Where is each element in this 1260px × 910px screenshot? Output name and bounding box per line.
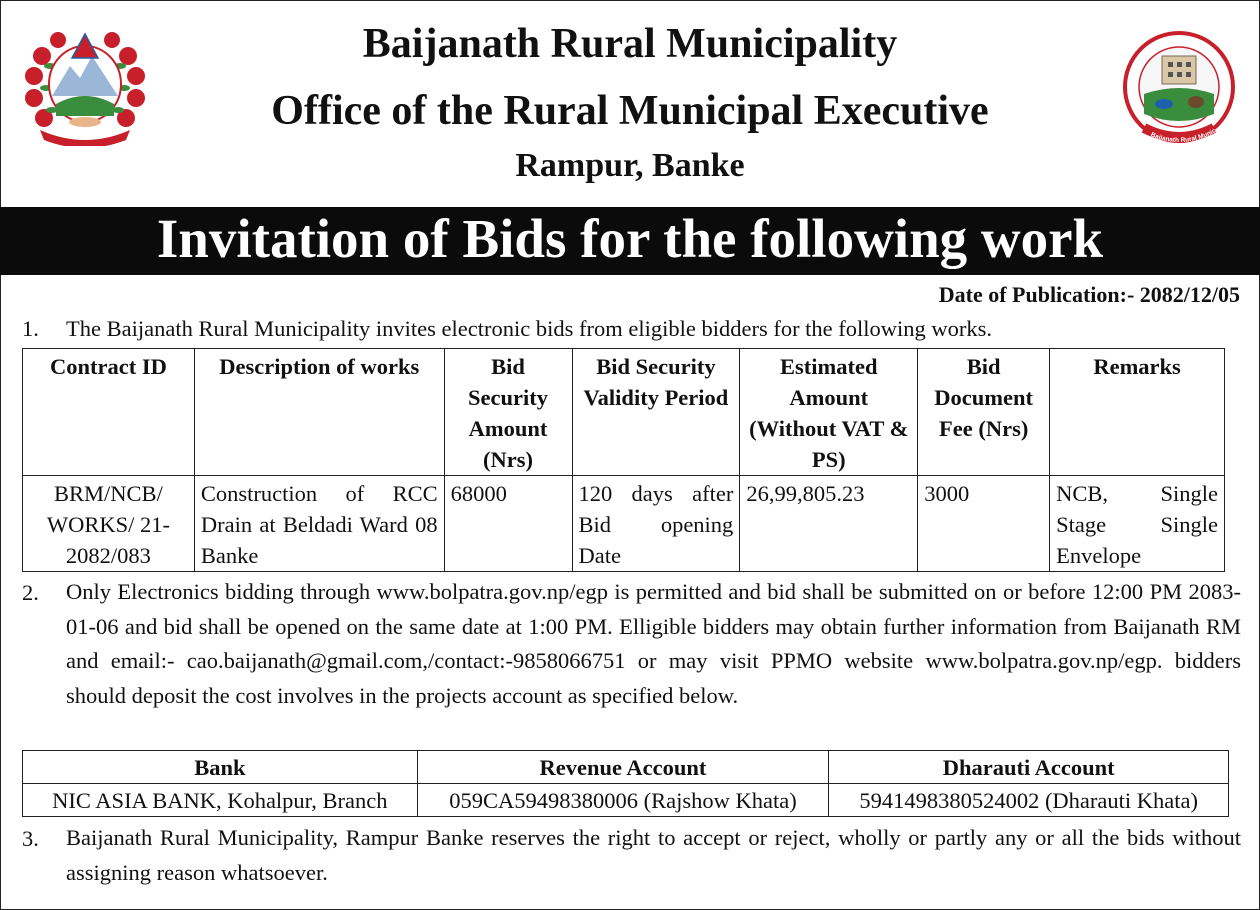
cell-remarks: NCB, Single Stage Single Envelope xyxy=(1050,476,1225,572)
office-location: Rampur, Banke xyxy=(515,147,745,184)
bank-table-header-row xyxy=(23,751,1229,784)
header-contract-id: Contract ID xyxy=(23,349,195,476)
section-3-number: 3. xyxy=(22,826,39,851)
works-table-header-row xyxy=(23,349,1225,476)
cell-bid-security-amount: 68000 xyxy=(444,476,572,572)
seal-text: Baijanath Rural Munic xyxy=(1149,127,1218,145)
notice-title-banner: Invitation of Bids for the following work xyxy=(0,207,1260,275)
header-bank: Bank xyxy=(23,751,418,784)
cell-revenue-account: 059CA59498380006 (Rajshow Khata) xyxy=(417,784,829,817)
header-description: Description of works xyxy=(194,349,444,476)
header-dharauti-account: Dharauti Account xyxy=(829,751,1229,784)
section-1-number: 1. xyxy=(22,316,39,341)
cell-bank-name: NIC ASIA BANK, Kohalpur, Branch xyxy=(23,784,418,817)
cell-dharauti-account: 5941498380524002 (Dharauti Khata) xyxy=(829,784,1229,817)
table-row xyxy=(23,784,1229,817)
works-table xyxy=(22,348,1225,572)
bank-account-table xyxy=(22,750,1229,817)
cell-estimated-amount: 26,99,805.23 xyxy=(740,476,918,572)
publication-date: Date of Publication:- 2082/12/05 xyxy=(938,282,1240,307)
cell-document-fee: 3000 xyxy=(918,476,1050,572)
header-estimated-amount: Estimated Amount (Without VAT & PS) xyxy=(740,349,918,476)
section-1-text: The Baijanath Rural Municipality invites electronic bids from eligible bidders for the following works. xyxy=(66,316,993,341)
section-2-text: Only Electronics bidding through www.bolpatra.gov.np/egp is permitted and bid shall be submitted on or before 12:00 PM 2083-01-06 and bid shall be opened on the same date at 1:00 PM. Elligible bidders may obtain further information from Baijanath RM and email:- cao.baijanath@gmail.com,/contact:-9858066751 or may visit PPMO website www.bolpatra.gov.np/egp. bidders should deposit the cost involves in the projects account as specified below. xyxy=(66,579,1241,708)
header-bid-security-amount: Bid Security Amount (Nrs) xyxy=(444,349,572,476)
cell-contract-id: BRM/NCB/ WORKS/ 21-2082/083 xyxy=(23,476,195,572)
organization-name: Baijanath Rural Municipality xyxy=(362,21,898,67)
section-3-text: Baijanath Rural Municipality, Rampur Banke reserves the right to accept or reject, wholly or partly any or all the bids without assigning reason whatsoever. xyxy=(66,825,1241,885)
office-name: Office of the Rural Municipal Executive xyxy=(271,88,989,134)
header-validity-period: Bid Security Validity Period xyxy=(572,349,740,476)
table-row xyxy=(23,476,1225,572)
cell-description: Construction of RCC Drain at Beldadi Ward 08 Banke xyxy=(194,476,444,572)
header-document-fee: Bid Document Fee (Nrs) xyxy=(918,349,1050,476)
header-revenue-account: Revenue Account xyxy=(417,751,829,784)
section-2-number: 2. xyxy=(22,580,39,605)
cell-validity-period: 120 days after Bid opening Date xyxy=(572,476,740,572)
header-remarks: Remarks xyxy=(1050,349,1225,476)
